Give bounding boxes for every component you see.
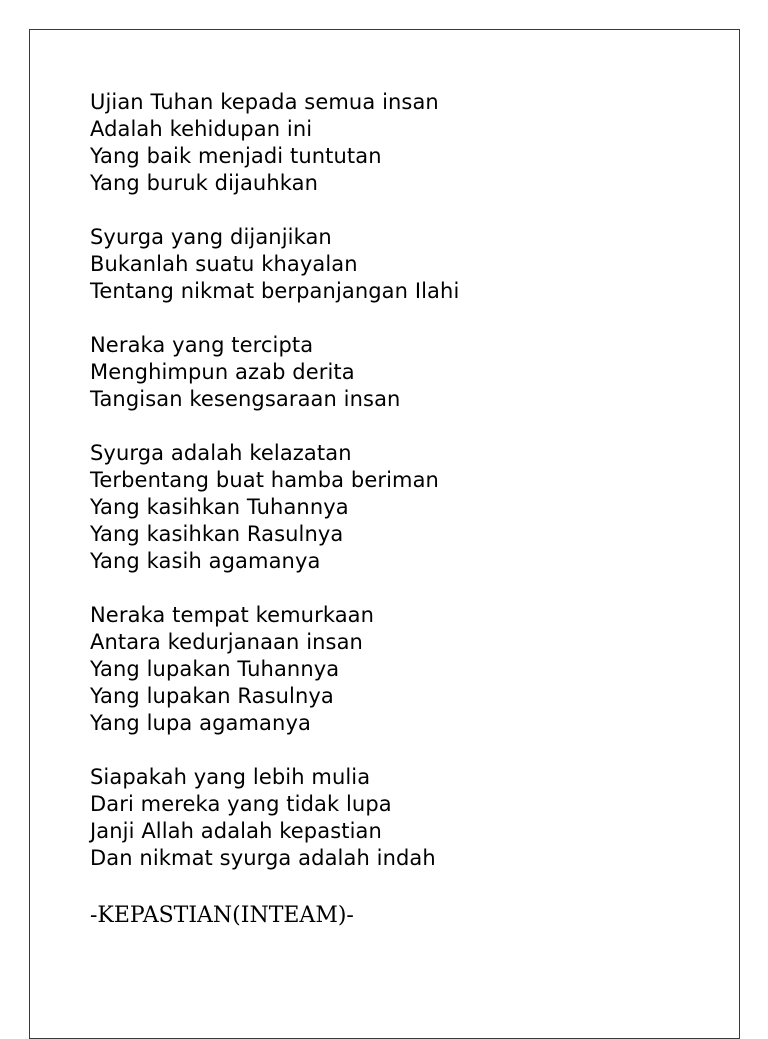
poem-line: Tentang nikmat berpanjangan Ilahi: [90, 279, 460, 303]
stanza-4: [90, 440, 459, 575]
poem-line: Yang lupakan Rasulnya: [90, 684, 334, 708]
stanza-2: [90, 224, 459, 305]
stanza-5: [90, 602, 459, 737]
poem-line: Yang lupakan Tuhannya: [90, 657, 340, 681]
poem-line: Adalah kehidupan ini: [90, 117, 313, 141]
poem-line: Syurga adalah kelazatan: [90, 441, 352, 465]
poem-line: Siapakah yang lebih mulia: [90, 765, 371, 789]
poem-line: Neraka yang tercipta: [90, 333, 314, 357]
poem-line: Syurga yang dijanjikan: [90, 225, 332, 249]
poem-body: [90, 89, 459, 899]
poem-line: Dari mereka yang tidak lupa: [90, 792, 392, 816]
poem-line: Terbentang buat hamba beriman: [90, 468, 439, 492]
poem-line: Tangisan kesengsaraan insan: [90, 387, 401, 411]
poem-line: Dan nikmat syurga adalah indah: [90, 846, 436, 870]
poem-line: Neraka tempat kemurkaan: [90, 603, 375, 627]
stanza-3: [90, 332, 459, 413]
poem-line: Yang lupa agamanya: [90, 711, 311, 735]
poem-line: Yang kasihkan Rasulnya: [90, 522, 344, 546]
poem-line: Antara kedurjanaan insan: [90, 630, 363, 654]
poem-line: Bukanlah suatu khayalan: [90, 252, 358, 276]
poem-line: Yang kasihkan Tuhannya: [90, 495, 349, 519]
poem-line: Ujian Tuhan kepada semua insan: [90, 90, 439, 114]
poem-line: Yang kasih agamanya: [90, 549, 321, 573]
poem-line: Yang baik menjadi tuntutan: [90, 144, 382, 168]
poem-line: Menghimpun azab derita: [90, 360, 355, 384]
poem-signature: -KEPASTIAN(INTEAM)-: [90, 903, 354, 928]
poem-line: Janji Allah adalah kepastian: [90, 819, 382, 843]
poem-line: Yang buruk dijauhkan: [90, 171, 318, 195]
stanza-1: [90, 89, 459, 197]
stanza-6: [90, 764, 459, 872]
